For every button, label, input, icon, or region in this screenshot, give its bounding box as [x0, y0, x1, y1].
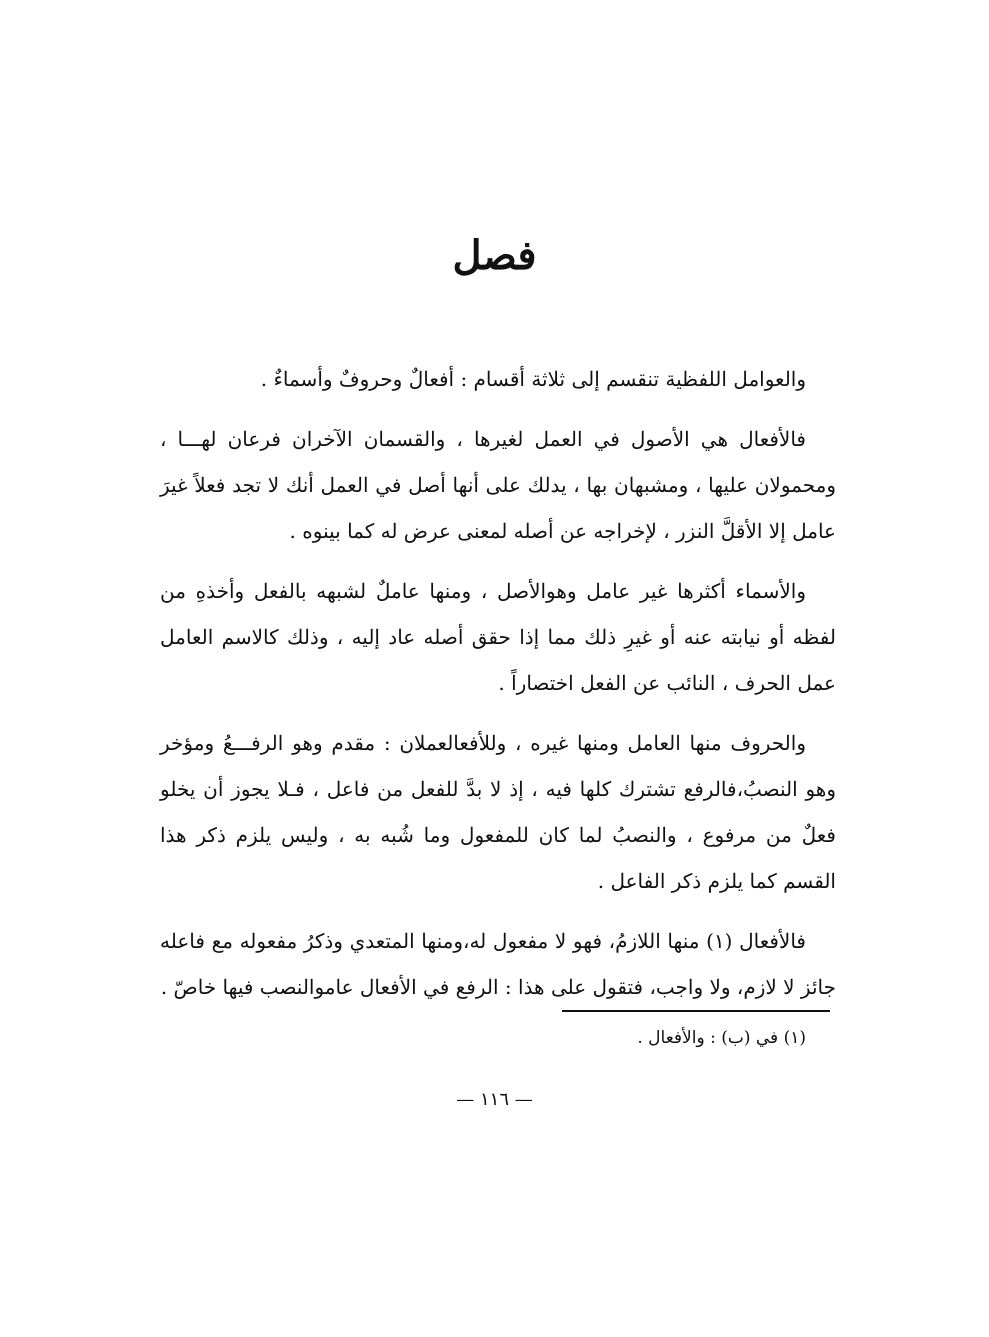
- footnote-divider: [562, 1010, 830, 1012]
- body-text: [160, 356, 836, 1024]
- section-heading: فصل: [452, 232, 537, 279]
- paragraph: والأسماء أكثرها غير عامل وهوالأصل ، ومنها عاملٌ لشبهه بالفعل وأخذهِ من لفظه أو نيابته عنه أو غيرِ ذلك مما إذا حقق أصله عاد إليه ، وذلك كالاسم العامل عمل الحرف ، النائب عن الفعل اختصاراً .: [160, 579, 836, 695]
- paragraph: والعوامل اللفظية تنقسم إلى ثلاثة أقسام : أفعالٌ وحروفٌ وأسماءٌ .: [260, 367, 806, 391]
- page-number: — ١١٦ —: [456, 1089, 533, 1110]
- paragraph: فالأفعال هي الأصول في العمل لغيرها ، والقسمان الآخران فرعان لهـــا ، ومحمولان عليها ، ومشبهان بها ، يدلك على أنها أصل في العمل أنك لا تجد فعلاً غيرَ عامل إلا الأقلَّ النزر ، لإخراجه عن أصله لمعنى عرض له كما بينوه .: [160, 427, 836, 543]
- footnote: (١) في (ب) : والأفعال .: [637, 1028, 806, 1048]
- paragraph: فالأفعال (١) منها اللازمُ، فهو لا مفعول له،ومنها المتعدي وذكرُ مفعوله مع فاعله جائز لا لازم، ولا واجب، فتقول على هذا : الرفع في الأفعال عاموالنصب فيها خاصّ .: [160, 929, 836, 999]
- paragraph: والحروف منها العامل ومنها غيره ، وللأفعالعملان : مقدم وهو الرفـــعُ ومؤخر وهو النصبُ،فالرفع تشترك كلها فيه ، إذ لا بدَّ للفعل من فاعل ، فـلا يجوز أن يخلو فعلٌ من مرفوع ، والنصبُ لما كان للمفعول وما شُبه به ، وليس يلزم ذكر هذا القسم كما يلزم ذكر الفاعل .: [160, 731, 836, 893]
